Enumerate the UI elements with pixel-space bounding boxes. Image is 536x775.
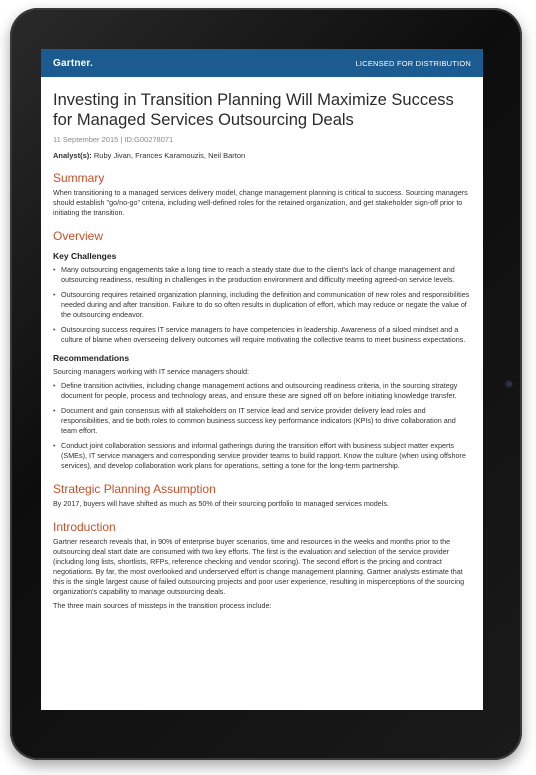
introduction-heading: Introduction bbox=[53, 520, 116, 534]
recommendations-list bbox=[53, 381, 471, 471]
list-item: • Many outsourcing engagements take a long time to reach a steady state due to the client's lack of change management and outsourcing readiness, resulting in challenges in the production environment and difficulty meeting agreed-on service levels. bbox=[61, 265, 471, 285]
recommendations-heading: Recommendations bbox=[53, 353, 130, 363]
strategic-text: By 2017, buyers will have shifted as much as 50% of their sourcing portfolio to managed services models. bbox=[53, 499, 389, 508]
recommendations-intro: Sourcing managers working with IT service managers should: bbox=[53, 367, 250, 376]
list-item: • Document and gain consensus with all stakeholders on IT service lead and service provider delivery lead roles and responsibilities, and tie both roles to common business success key performance indicators (KPIs) to drive collaboration and team effort. bbox=[61, 406, 471, 436]
introduction-p1: Gartner research reveals that, in 90% of enterprise buyer scenarios, time and resources in the weeks and months prior to the outsourcing deal start date are consumed with two key efforts. The first is the evaluation and selection of the service provider (including long lists, shortlists, RFPs, reference checking and vendor scoring). The second effort is the pricing and contract negotiations. By far, the most overlooked and underserved effort is change management planning. Gartner analysts estimate that this is the single largest cause of failed outsourcing projects and poor user experience, resulting in misperceptions of the sourcing organization's capability to manage outsourcing deals. bbox=[53, 537, 465, 596]
strategic-heading: Strategic Planning Assumption bbox=[53, 482, 216, 496]
introduction-p2: The three main sources of missteps in the transition process include: bbox=[53, 601, 272, 610]
doc-meta: 11 September 2015 | ID:G00278071 bbox=[53, 135, 174, 144]
gartner-logo[interactable]: Gartner. bbox=[53, 57, 93, 69]
analysts-line bbox=[53, 151, 471, 160]
analysts-names: Ruby Jivan, Frances Karamouzis, Neil Barton bbox=[93, 151, 246, 160]
summary-text: When transitioning to a managed services delivery model, change management planning is critical to success. Sourcing managers should establish "go/no-go" criteria, including well-defined roles for the retained organization, and get stakeholder sign-off prior to initiating the transition. bbox=[53, 188, 468, 217]
header-bar bbox=[41, 49, 483, 77]
list-item: • Define transition activities, including change management actions and outsourcing readiness criteria, in the sourcing strategy document for people, process and technology areas, and ensure these are signed off on before initiating knowledge transfer. bbox=[61, 381, 471, 401]
license-label: LICENSED FOR DISTRIBUTION bbox=[355, 58, 471, 68]
list-item: • Outsourcing success requires IT service managers to have competencies in leadership. Awareness of a siloed mindset and a culture of blame when overseeing delivery outcomes will require motivating the collective teams to meet business expectations. bbox=[61, 325, 471, 345]
analysts-label: Analyst(s): bbox=[53, 151, 92, 160]
page-title: Investing in Transition Planning Will Maximize Success for Managed Services Outsourcing Deals bbox=[53, 91, 454, 129]
camera-dot bbox=[505, 380, 513, 388]
key-challenges-heading: Key Challenges bbox=[53, 251, 117, 261]
list-item: • Outsourcing requires retained organization planning, including the definition and communication of new roles and responsibilities needed during and after transition. Failure to do so often results in duplication of effort, which may reduce or negate the value of the outsourcing endeavor. bbox=[61, 290, 471, 320]
overview-heading: Overview bbox=[53, 229, 104, 243]
list-item: • Conduct joint collaboration sessions and informal gatherings during the transition effort with business subject matter experts (SMEs), IT service managers and corresponding service provider teams to build rapport. Know the culture (when using offshore services), and develop collaboration work plans for operations, setting a tone for the long-term partnership. bbox=[61, 441, 471, 471]
summary-heading: Summary bbox=[53, 171, 105, 185]
document-screen[interactable] bbox=[41, 49, 483, 710]
key-challenges-list bbox=[53, 265, 471, 345]
document-content bbox=[41, 77, 483, 611]
